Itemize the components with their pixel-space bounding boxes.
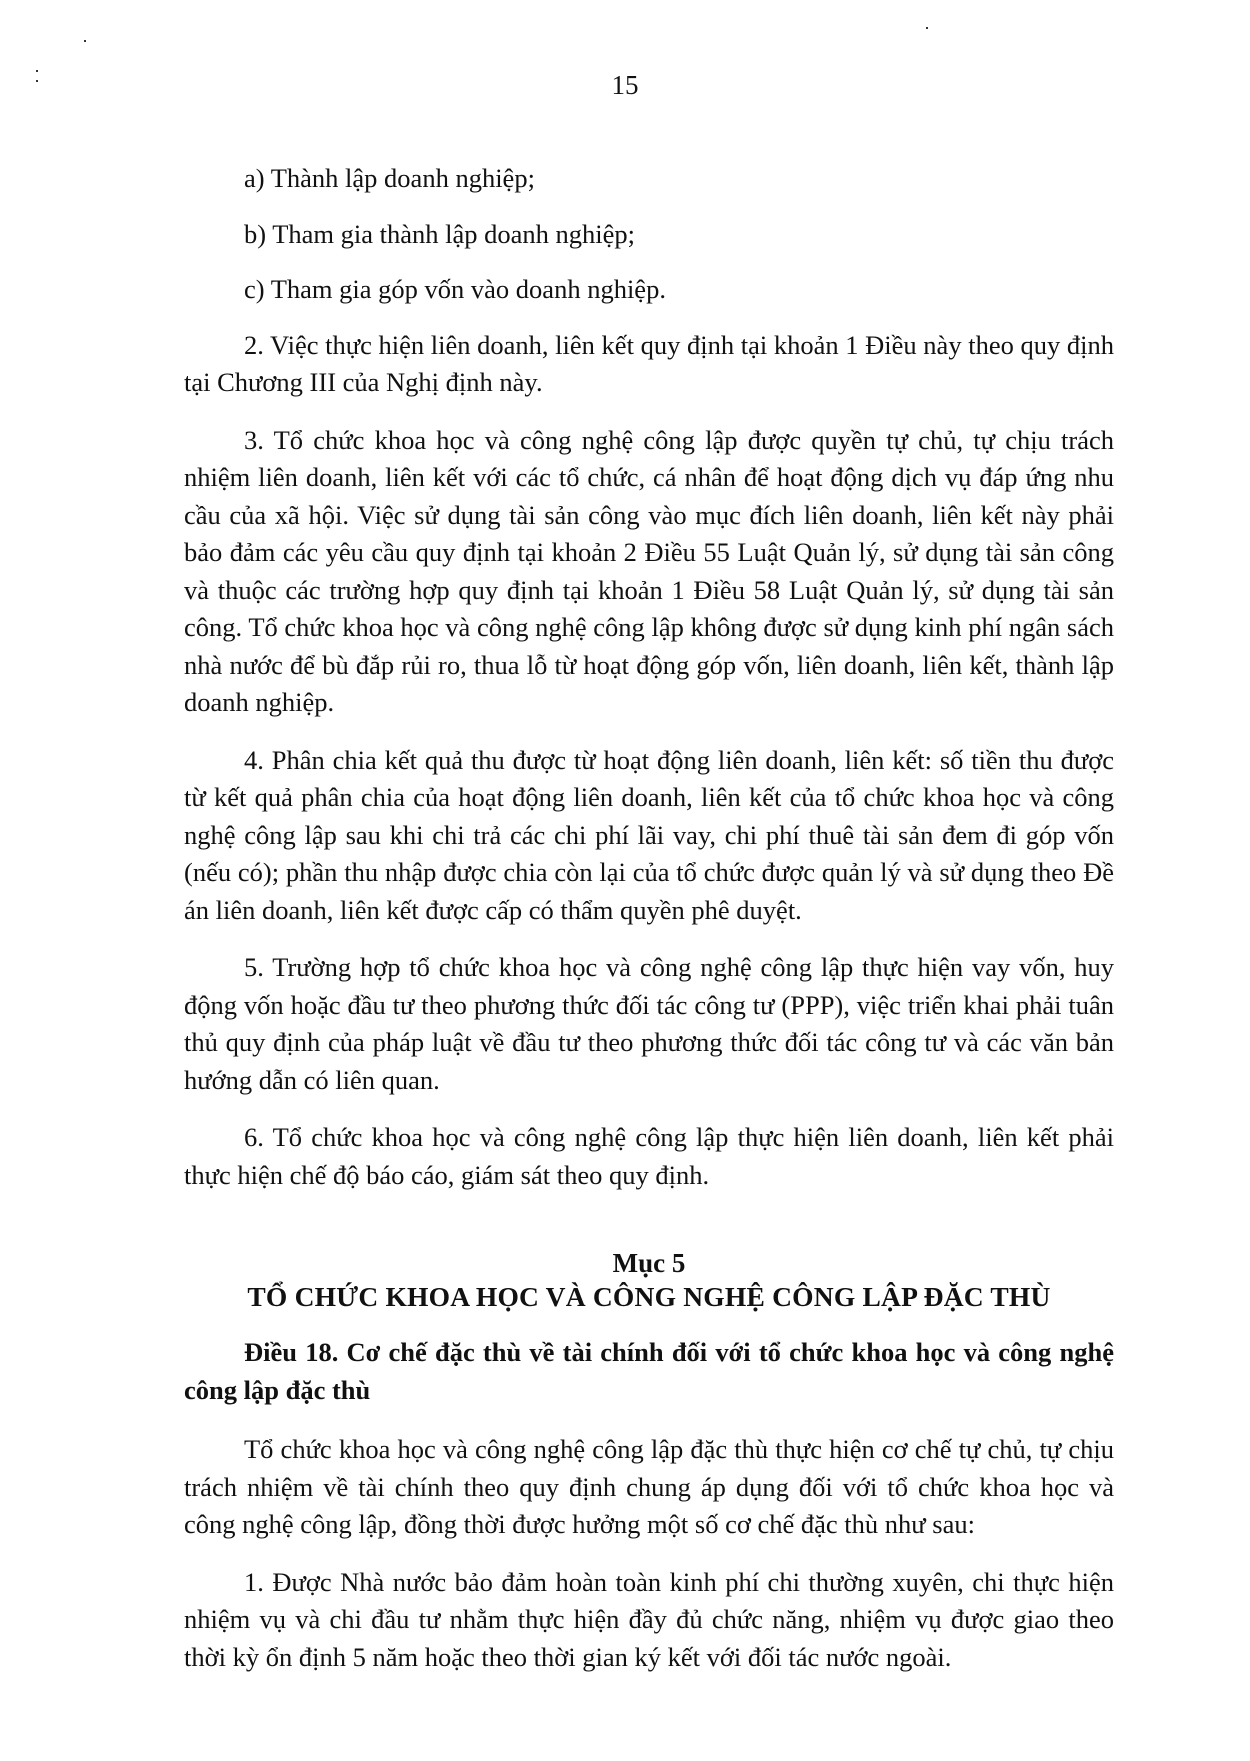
section-label: Mục 5 <box>612 1248 686 1278</box>
article-intro: Tổ chức khoa học và công nghệ công lập đặc thù thực hiện cơ chế tự chủ, tự chịu trách nhiệm về tài chính theo quy định chung áp dụng đối với tổ chức khoa học và công nghệ công lập, đồng thời được hưởng một số cơ chế đặc thù như sau: <box>184 1434 1114 1539</box>
list-item-b: b) Tham gia thành lập doanh nghiệp; <box>244 218 636 249</box>
clause-2: 2. Việc thực hiện liên doanh, liên kết quy định tại khoản 1 Điều này theo quy định tại Chương III của Nghị định này. <box>184 329 1114 397</box>
article-clause-1: 1. Được Nhà nước bảo đảm hoàn toàn kinh phí chi thường xuyên, chi thực hiện nhiệm vụ và chi đầu tư nhằm thực hiện đầy đủ chức năng, nhiệm vụ được giao theo thời kỳ ổn định 5 năm hoặc theo thời gian ký kết với đối tác nước ngoài. <box>184 1566 1114 1672</box>
scan-speck <box>926 27 928 29</box>
clause-3: 3. Tổ chức khoa học và công nghệ công lập được quyền tự chủ, tự chịu trách nhiệm liên doanh, liên kết với các tổ chức, cá nhân để hoạt động dịch vụ đáp ứng nhu cầu của xã hội. Việc sử dụng tài sản công vào mục đích liên doanh, liên kết này phải bảo đảm các yêu cầu quy định tại khoản 2 Điều 55 Luật Quản lý, sử dụng tài sản công và thuộc các trường hợp quy định tại khoản 1 Điều 58 Luật Quản lý, sử dụng tài sản công. Tổ chức khoa học và công nghệ công lập không được sử dụng kinh phí ngân sách nhà nước để bù đắp rủi ro, thua lỗ từ hoạt động góp vốn, liên doanh, liên kết, thành lập doanh nghiệp. <box>184 424 1114 717</box>
scan-speck <box>84 40 86 42</box>
list-item-a: a) Thành lập doanh nghiệp; <box>244 163 535 193</box>
section-title: TỔ CHỨC KHOA HỌC VÀ CÔNG NGHỆ CÔNG LẬP ĐẶC THÙ <box>247 1281 1051 1312</box>
clause-6: 6. Tổ chức khoa học và công nghệ công lập thực hiện liên doanh, liên kết phải thực hiện chế độ báo cáo, giám sát theo quy định. <box>184 1122 1114 1190</box>
clause-5: 5. Trường hợp tổ chức khoa học và công nghệ công lập thực hiện vay vốn, huy động vốn hoặc đầu tư theo phương thức đối tác công tư (PPP), việc triển khai phải tuân thủ quy định của pháp luật về đầu tư theo phương thức đối tác công tư và các văn bản hướng dẫn có liên quan. <box>184 952 1114 1095</box>
page-number: 15 <box>611 70 639 100</box>
list-item-c: c) Tham gia góp vốn vào doanh nghiệp. <box>244 274 666 304</box>
article-heading: Điều 18. Cơ chế đặc thù về tài chính đối với tổ chức khoa học và công nghệ công lập đặc thù <box>184 1337 1114 1405</box>
clause-4: 4. Phân chia kết quả thu được từ hoạt động liên doanh, liên kết: số tiền thu được từ kết quả phân chia của hoạt động liên doanh, liên kết của tổ chức khoa học và công nghệ công lập sau khi chi trả các chi phí lãi vay, chi phí thuê tài sản đem đi góp vốn (nếu có); phần thu nhập được chia còn lại của tổ chức được quản lý và sử dụng theo Đề án liên doanh, liên kết được cấp có thẩm quyền phê duyệt. <box>184 744 1114 925</box>
document-body <box>184 160 1114 1696</box>
